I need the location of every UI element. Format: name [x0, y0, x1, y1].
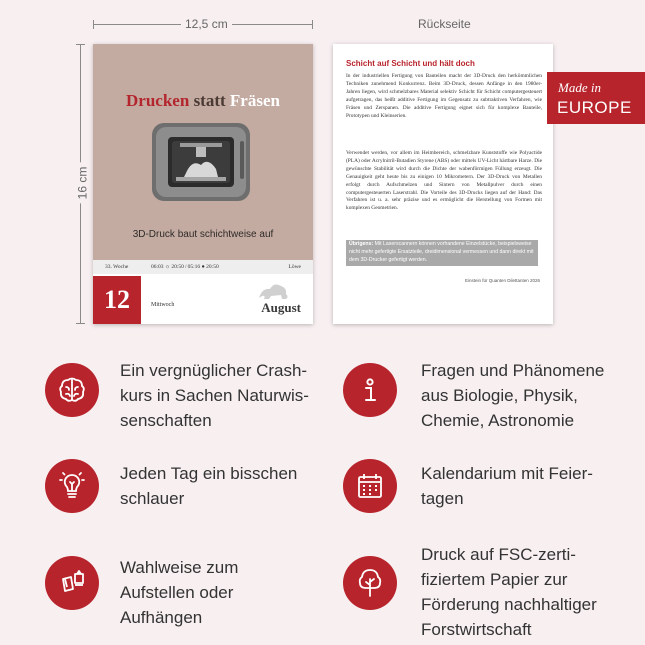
tree-icon	[343, 556, 397, 610]
calendar-back-page	[333, 44, 553, 324]
feature-2-line-3: Chemie, Astronomie	[421, 411, 575, 430]
feature-4-line-2: tagen	[421, 489, 464, 508]
note-label: Übrigens:	[349, 241, 374, 247]
month-label: August	[261, 300, 301, 315]
feature-6-line-2: fiziertem Papier zur	[421, 570, 568, 589]
feature-5-line-1: Wahlweise zum	[120, 558, 239, 577]
back-note-box	[346, 240, 538, 266]
feature-6-line-3: Förderung nachhaltiger	[421, 595, 597, 614]
lightbulb-icon	[45, 459, 99, 513]
front-image-area	[93, 44, 313, 260]
day-number: 12	[93, 276, 141, 324]
feature-1-line-3: senschaften	[120, 411, 212, 430]
feature-text-6	[421, 542, 597, 642]
feature-1-line-1: Ein vergnüglicher Crash-	[120, 361, 308, 380]
feature-5-line-3: Aufhängen	[120, 608, 203, 627]
feature-1-line-2: kurs in Sachen Naturwis-	[120, 386, 309, 405]
feature-6-line-1: Druck auf FSC-zerti-	[421, 545, 576, 564]
feature-text-4	[421, 461, 593, 511]
badge-region: EUROPE	[557, 98, 632, 117]
3d-printer-image	[146, 121, 256, 203]
feature-text-1	[120, 358, 309, 433]
back-paragraph-1: In der industriellen Fertigung von Bauteilen macht der 3D-Druck den herkömmlichen Techniken zunehmend Konkurrenz. Beim 3D-Druck, dessen Anfänge in den 1980er-Jahren liegen, wird schmelzbares Material selektiv Schicht für Schicht computergesteuert aufgetragen, das heißt additive Fertigung im Gegensatz zu subtraktiven Verfahren, wie Fräsen und Zerspanen. Die additive Fertigung eignet sich für komplexe Bauteile, Prototypen und Kleinserien.	[346, 73, 542, 119]
brain-icon	[45, 363, 99, 417]
title-word-2: statt	[193, 91, 226, 110]
feature-2-line-1: Fragen und Phänomene	[421, 361, 605, 380]
height-label: 16 cm	[75, 163, 89, 204]
back-paragraph-2: Verwendet werden, vor allem im Heimbereich, schmelzbare Kunststoffe wie Polyactide (PLA) oder Acrylnitril-Butadien Styrene (ABS) oder mittels UV-Licht härtbare Harze. Die gewünschte Stabilität wird durch die Dichte der wabenförmigen Füllung erzeugt. Die Genauigkeit geht heute bis zu einigen 10 Mikrometern. Der 3D-Druck von Metallen erfolgt durch Aufschmelzen und Sintern von Metallpulver durch einen computergesteuerten Laserstrahl. Die Vorteile des 3D-Drucks liegen auf der Hand: Das Verfahren ist u. a. sehr präzise und es ermöglicht die Herstellung von Formen mit komplexen Geometrien.	[346, 150, 542, 212]
badge-made-in: Made in	[558, 80, 601, 95]
height-tick-bottom	[76, 323, 85, 324]
front-info-bar	[93, 260, 313, 274]
width-label: 12,5 cm	[181, 17, 232, 31]
week-number: 33. Woche	[105, 264, 129, 270]
calendar-front-page	[93, 44, 313, 324]
back-title: Schicht auf Schicht und hält doch	[346, 59, 475, 68]
info-icon	[343, 363, 397, 417]
width-tick-left	[93, 20, 94, 29]
feature-4-line-1: Kalendarium mit Feier-	[421, 464, 593, 483]
feature-5-line-2: Aufstellen oder	[120, 583, 234, 602]
title-word-1: Drucken	[126, 91, 190, 110]
sun-moon-times: 06:03 ☼ 20:50 / 05:16 ● 20:50	[151, 264, 219, 270]
lion-icon	[256, 280, 292, 302]
title-word-3: Fräsen	[229, 91, 280, 110]
front-subtitle: 3D-Druck baut schichtweise auf	[132, 229, 274, 240]
feature-3-line-2: schlauer	[120, 489, 185, 508]
feature-6-line-4: Forstwirtschaft	[421, 620, 532, 639]
note-text: Mit Laserscannern können vorhandene Einzelstücke, beispielsweise nicht mehr gefertigte Ersatzteile, dreidimensional vermessen und dann direkt mit dem 3D-Drucker gefertigt werden.	[349, 241, 534, 263]
back-side-label: Rückseite	[418, 17, 471, 31]
back-footer: Einstein für Quanten Dilettanten 2026	[464, 278, 540, 283]
feature-3-line-1: Jeden Tag ein bisschen	[120, 464, 298, 483]
made-in-europe-badge	[547, 72, 645, 124]
feature-2-line-2: aus Biologie, Physik,	[421, 386, 578, 405]
front-title	[93, 91, 313, 111]
hang-stand-icon	[45, 556, 99, 610]
width-tick-right	[312, 20, 313, 29]
height-tick-top	[76, 44, 85, 45]
calendar-icon	[343, 459, 397, 513]
feature-text-3	[120, 461, 297, 511]
zodiac-sign: Löwe	[288, 264, 301, 270]
feature-text-2	[421, 358, 604, 433]
weekday-label: Mittwoch	[151, 302, 175, 308]
feature-text-5	[120, 555, 238, 630]
